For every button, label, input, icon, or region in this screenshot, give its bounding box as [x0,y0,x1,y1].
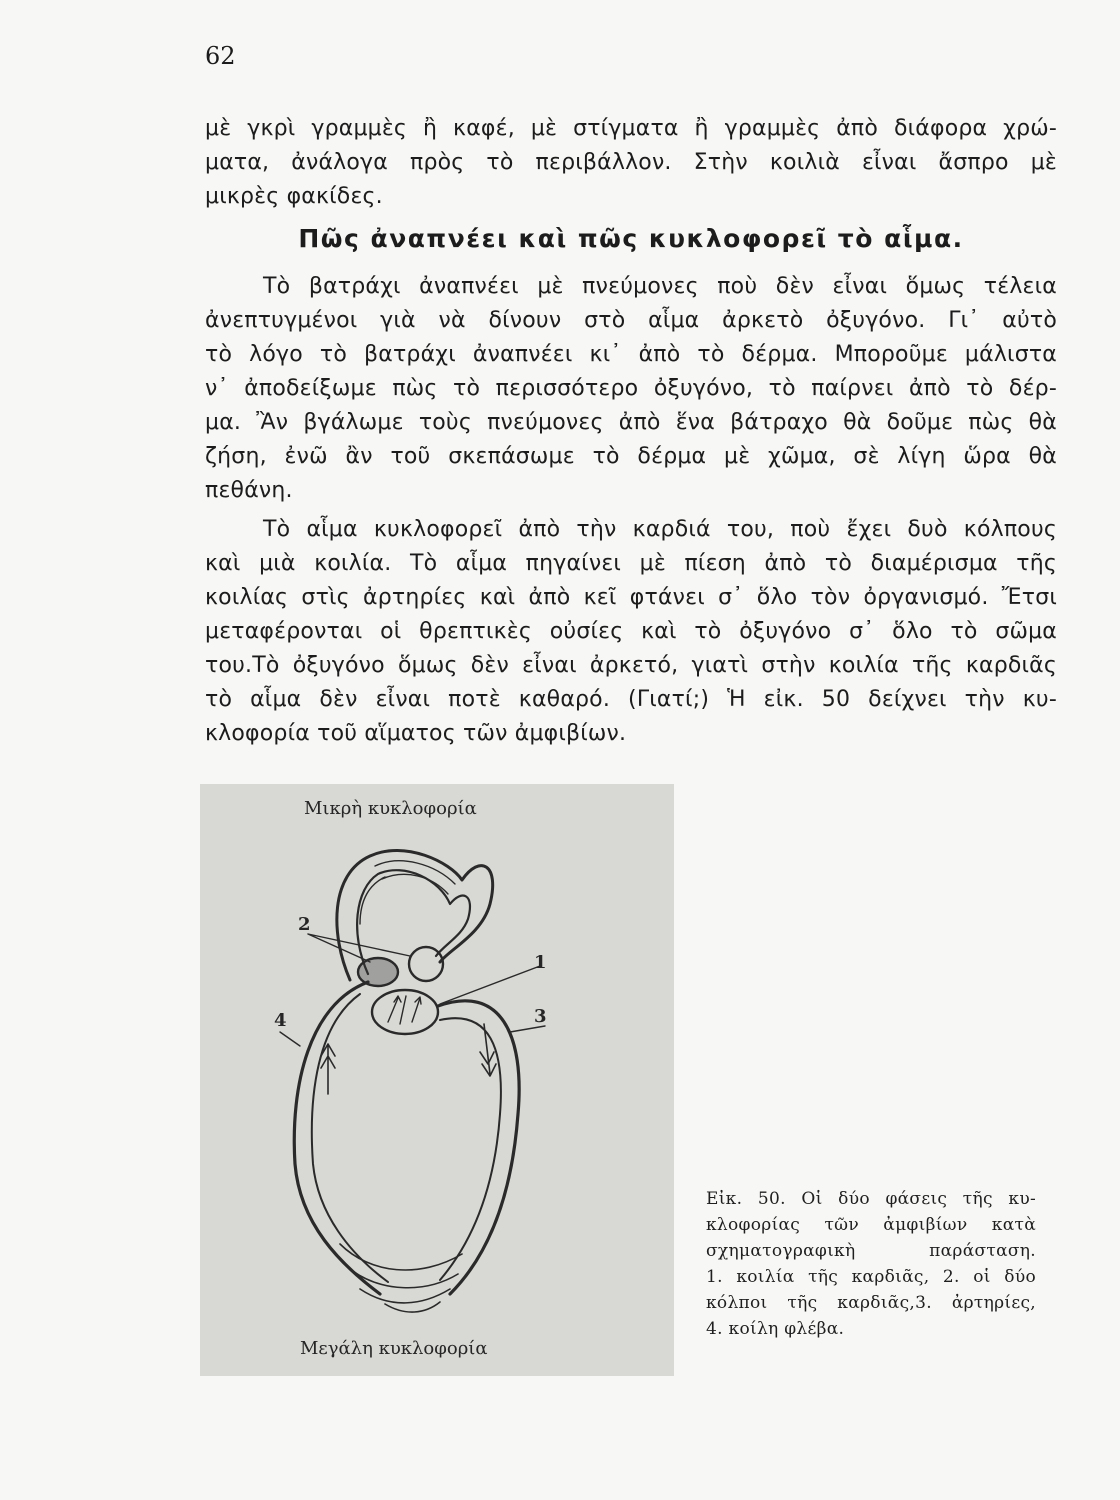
label-4: 4 [274,1010,287,1031]
caption-line: Εἰκ. 50. Οἱ δύο φάσεις τῆς κυ- [706,1189,1036,1209]
small-circulation-label: Μικρὴ κυκλοφορία [304,798,477,819]
caption-line: 4. κοίλη φλέβα. [706,1319,845,1339]
text-line: μα. Ἂν βγάλωμε τοὺς πνεύμονες ἀπὸ ἕνα βάτραχο θὰ δοῦμε πὼς θὰ [205,410,1057,435]
great-circulation-label: Μεγάλη κυκλοφορία [300,1338,488,1359]
vena-cava [294,982,380,1294]
text-line: τὸ λόγο τὸ βατράχι ἀναπνέει κι᾿ ἀπὸ τὸ δέρμα. Μποροῦμε μάλιστα [205,342,1057,367]
flow-arrow-down [480,1024,496,1076]
label-3: 3 [534,1006,547,1027]
artery-outer [438,1001,519,1294]
text-line: του.Τὸ ὀξυγόνο ὅμως δὲν εἶναι ἀρκετό, γιατὶ στὴν κοιλία τῆς καρδιᾶς [205,653,1057,678]
text-line: καὶ μιὰ κοιλία. Τὸ αἷμα πηγαίνει μὲ πίεση ἀπὸ τὸ διαμέρισμα τῆς [205,551,1057,576]
text-line: ζήση, ἐνῶ ἂν τοῦ σκεπάσωμε τὸ δέρμα μὲ χῶμα, σὲ λίγη ὥρα θὰ [205,444,1057,469]
label-2: 2 [298,914,311,935]
paragraph-breathing [205,270,1057,508]
text-line: μὲ γκρὶ γραμμὲς ἢ καφέ, μὲ στίγματα ἢ γραμμὲς ἀπὸ διάφορα χρώ- [205,116,1057,141]
leader-line-4 [280,1032,300,1046]
text-line: πεθάνη. [205,478,293,503]
paragraph-circulation [205,513,1057,751]
text-line: τὸ αἷμα δὲν εἶναι ποτὲ καθαρό. (Γιατί;) Ἡ εἰκ. 50 δείχνει τὴν κυ- [205,687,1057,712]
right-atrium [409,947,443,981]
caption-line: κόλποι τῆς καρδιᾶς,3. ἀρτηρίες, [706,1293,1036,1313]
section-heading: Πῶς ἀναπνέει καὶ πῶς κυκλοφορεῖ τὸ αἷμα. [298,224,964,253]
leader-line-1 [440,966,540,1004]
circulation-figure [200,784,674,1376]
ventricle [372,990,438,1034]
text-line: ἀνεπτυγμένοι γιὰ νὰ δίνουν στὸ αἷμα ἀρκετὸ ὀξυγόνο. Γι᾿ αὐτὸ [205,308,1057,333]
label-1: 1 [534,952,547,973]
text-line: Τὸ βατράχι ἀναπνέει μὲ πνεύμονες ποὺ δὲν εἶναι ὅμως τέλεια [263,274,1057,299]
left-atrium [358,958,398,986]
figure-caption [706,1186,1036,1342]
flow-arrow-up [321,1044,335,1094]
text-line: μεταφέρονται οἱ θρεπτικὲς οὐσίες καὶ τὸ ὀξυγόνο σ᾿ ὅλο τὸ σῶμα [205,619,1057,644]
caption-line: 1. κοιλία τῆς καρδιᾶς, 2. οἱ δύο [706,1267,1036,1287]
circulation-diagram [200,784,674,1376]
text-line: κλοφορία τοῦ αἵματος τῶν ἀμφιβίων. [205,721,627,746]
ventricle-arrows [388,996,421,1024]
text-line: κοιλίας στὶς ἀρτηρίες καὶ ἀπὸ κεῖ φτάνει σ᾿ ὅλο τὸν ὀργανισμό. Ἔτσι [205,585,1057,610]
text-line: μικρὲς φακίδες. [205,184,383,209]
page-number: 62 [205,42,236,70]
text-line: ν᾿ ἀποδείξωμε πὼς τὸ περισσότερο ὀξυγόνο, τὸ παίρνει ἀπὸ τὸ δέρ- [205,376,1057,401]
intro-paragraph [205,112,1057,214]
text-line: Τὸ αἷμα κυκλοφορεῖ ἀπὸ τὴν καρδιά του, ποὺ ἔχει δυὸ κόλπους [263,517,1057,542]
caption-line: κλοφορίας τῶν ἀμφιβίων κατὰ [706,1215,1036,1235]
text-line: ματα, ἀνάλογα πρὸς τὸ περιβάλλον. Στὴν κοιλιὰ εἶναι ἄσπρο μὲ [205,150,1057,175]
caption-line: σχηματογραφικὴ παράσταση. [706,1241,1036,1261]
